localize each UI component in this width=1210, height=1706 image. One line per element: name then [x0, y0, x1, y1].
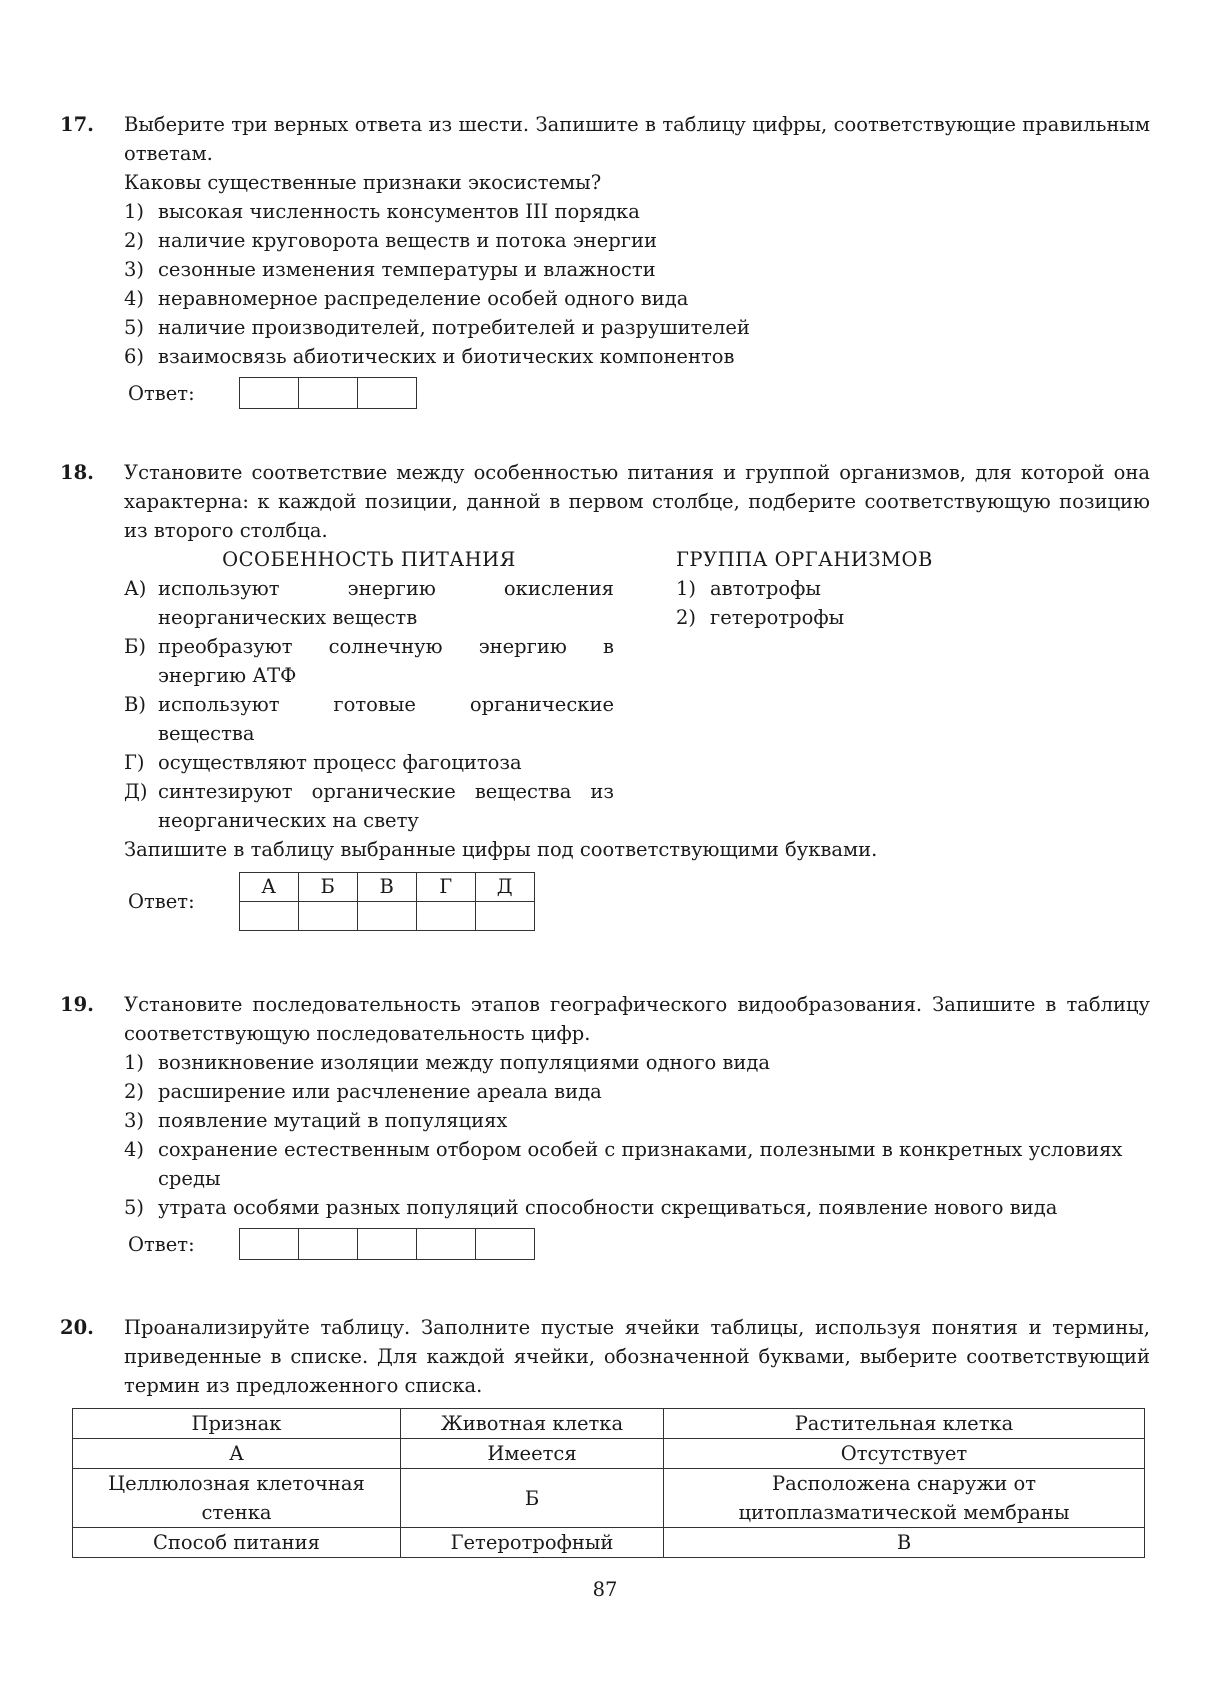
answer-row — [128, 1228, 1150, 1260]
item-text: используют энергию окисления неорганических веществ — [158, 577, 614, 629]
list-item — [124, 748, 614, 777]
list-item — [124, 574, 614, 632]
letter-header-cell: Г — [416, 873, 475, 902]
list-item — [124, 1077, 1150, 1106]
answer-cell[interactable] — [417, 1229, 476, 1259]
answer-cell[interactable] — [299, 378, 358, 408]
list-item — [124, 1193, 1150, 1222]
item-text: автотрофы — [710, 577, 821, 600]
letter-header-cell: Б — [298, 873, 357, 902]
list-item — [124, 690, 614, 748]
item-text: сохранение естественным отбором особей с признаками, полезными в конкретных условиях среды — [158, 1138, 1123, 1190]
list-item — [124, 255, 1150, 284]
table-cell: Целлюлозная клеточная стенка — [73, 1469, 401, 1528]
answer-instruction: Запишите в таблицу выбранные цифры под соответствующими буквами. — [124, 838, 878, 861]
table-header-cell: Признак — [73, 1409, 401, 1439]
question-instruction: Установите соответствие между особенностью питания и группой организмов, для которой она характерна: к каждой позиции, данной в первом столбце, подберите соответствующую позицию из второго столбца. — [124, 461, 1150, 542]
item-text: гетеротрофы — [710, 606, 845, 629]
list-item — [124, 342, 1150, 371]
table-header-cell: Животная клетка — [401, 1409, 664, 1439]
table-header-cell: Растительная клетка — [664, 1409, 1145, 1439]
list-item — [124, 777, 614, 835]
item-number: 1) — [676, 577, 697, 600]
question-instruction: Выберите три верных ответа из шести. Запишите в таблицу цифры, соответствующие правильным ответам. — [124, 113, 1150, 165]
letter-header-cell: В — [357, 873, 416, 902]
list-item — [124, 632, 614, 690]
table-row — [73, 1439, 1145, 1469]
item-number: 4) — [124, 287, 145, 310]
item-number: А) — [124, 577, 147, 600]
item-number: 2) — [124, 1080, 145, 1103]
table-cell: А — [73, 1439, 401, 1469]
item-number: В) — [124, 693, 146, 716]
answer-label: Ответ: — [128, 381, 195, 405]
answer-cell[interactable] — [240, 378, 299, 408]
answer-cell[interactable] — [299, 1229, 358, 1259]
feature-list — [124, 574, 614, 835]
question-instruction: Проанализируйте таблицу. Заполните пустые ячейки таблицы, используя понятия и термины, приведенные в списке. Для каждой ячейки, обозначенной буквами, выберите соответствующий термин из предложенного списка. — [124, 1316, 1150, 1397]
item-number: 3) — [124, 1109, 145, 1132]
question-number: 17. — [60, 113, 94, 136]
table-cell: Расположена снаружи от цитоплазматической мембраны — [664, 1469, 1145, 1528]
item-text: расширение или расчленение ареала вида — [158, 1080, 602, 1103]
item-text: неравномерное распределение особей одного вида — [158, 287, 689, 310]
answer-row — [128, 377, 1150, 409]
item-number: 2) — [124, 229, 145, 252]
item-text: появление мутаций в популяциях — [158, 1109, 508, 1132]
item-text: преобразуют солнечную энергию в энергию АТФ — [158, 635, 614, 687]
answer-grid — [239, 872, 535, 931]
item-number: 5) — [124, 1196, 145, 1219]
group-list — [676, 574, 933, 632]
option-list — [60, 197, 1150, 371]
cell-comparison-table — [72, 1408, 1145, 1558]
item-number: Б) — [124, 635, 146, 658]
table-cell: Имеется — [401, 1439, 664, 1469]
item-text: возникновение изоляции между популяциями одного вида — [158, 1051, 770, 1074]
table-row — [73, 1528, 1145, 1558]
item-text: сезонные изменения температуры и влажности — [158, 258, 656, 281]
answer-cell[interactable] — [357, 902, 416, 931]
answer-cell[interactable] — [358, 1229, 417, 1259]
table-cell: Отсутствует — [664, 1439, 1145, 1469]
answer-cells — [239, 377, 417, 409]
question-number: 20. — [60, 1316, 94, 1339]
answer-cell[interactable] — [239, 902, 298, 931]
item-text: взаимосвязь абиотических и биотических компонентов — [158, 345, 735, 368]
question-instruction: Установите последовательность этапов географического видообразования. Запишите в таблицу соответствующую последовательность цифр. — [124, 993, 1150, 1045]
answer-cell[interactable] — [416, 902, 475, 931]
table-cell: Способ питания — [73, 1528, 401, 1558]
answer-label: Ответ: — [128, 890, 195, 913]
item-number: 5) — [124, 316, 145, 339]
answer-cells — [239, 1228, 535, 1260]
item-number: 6) — [124, 345, 145, 368]
item-number: Г) — [124, 751, 145, 774]
option-list — [60, 1048, 1150, 1222]
list-item — [124, 1106, 1150, 1135]
table-row — [73, 1469, 1145, 1528]
item-number: 4) — [124, 1138, 145, 1161]
table-header-row — [73, 1409, 1145, 1439]
table-cell: Б — [401, 1469, 664, 1528]
list-item — [124, 284, 1150, 313]
answer-cell[interactable] — [475, 902, 534, 931]
question-17 — [60, 110, 1150, 409]
list-item — [676, 603, 933, 632]
list-item — [124, 1048, 1150, 1077]
list-item — [676, 574, 933, 603]
answer-cell[interactable] — [240, 1229, 299, 1259]
item-number: 1) — [124, 200, 145, 223]
page-number: 87 — [592, 1578, 618, 1601]
question-18 — [60, 458, 1150, 931]
item-text: утрата особями разных популяций способности скрещиваться, появление нового вида — [158, 1196, 1058, 1219]
column-title-features: ОСОБЕННОСТЬ ПИТАНИЯ — [222, 548, 516, 571]
answer-row — [128, 872, 1150, 931]
question-20 — [60, 1313, 1150, 1400]
item-number: 3) — [124, 258, 145, 281]
matching-columns — [124, 545, 1150, 835]
answer-cell[interactable] — [358, 378, 416, 408]
question-number: 19. — [60, 993, 94, 1016]
table-cell: Гетеротрофный — [401, 1528, 664, 1558]
answer-label: Ответ: — [128, 1232, 195, 1256]
list-item — [124, 226, 1150, 255]
item-number: 1) — [124, 1051, 145, 1074]
letter-header-cell: Д — [475, 873, 534, 902]
column-title-groups: ГРУППА ОРГАНИЗМОВ — [676, 548, 933, 571]
item-number: 2) — [676, 606, 697, 629]
item-number: Д) — [124, 780, 148, 803]
letter-header-cell: А — [239, 873, 298, 902]
item-text: наличие круговорота веществ и потока энергии — [158, 229, 657, 252]
list-item — [124, 1135, 1150, 1193]
item-text: осуществляют процесс фагоцитоза — [158, 751, 522, 774]
item-text: наличие производителей, потребителей и разрушителей — [158, 316, 750, 339]
question-number: 18. — [60, 461, 94, 484]
list-item — [124, 197, 1150, 226]
item-text: синтезируют органические вещества из неорганических на свету — [158, 780, 614, 832]
answer-cell[interactable] — [476, 1229, 534, 1259]
item-text: используют готовые органические вещества — [158, 693, 614, 745]
question-19 — [60, 990, 1150, 1260]
answer-cell[interactable] — [298, 902, 357, 931]
list-item — [124, 313, 1150, 342]
question-text: Каковы существенные признаки экосистемы? — [124, 171, 602, 194]
table-cell: В — [664, 1528, 1145, 1558]
item-text: высокая численность консументов III порядка — [158, 200, 640, 223]
